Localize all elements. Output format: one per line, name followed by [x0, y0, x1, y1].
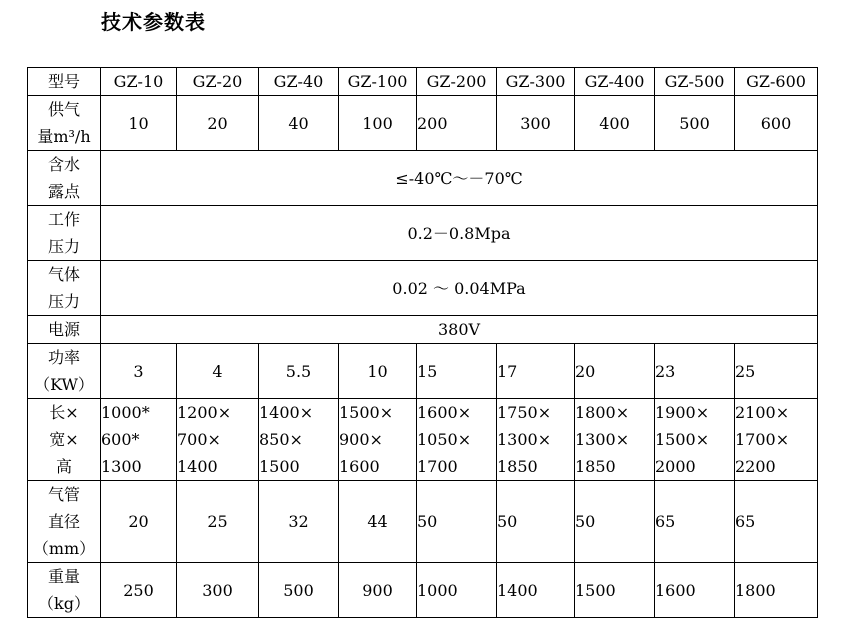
power-supply-label: 电源 [28, 316, 101, 344]
table-cell: 10 [339, 344, 417, 399]
table-cell: 1000 [417, 563, 497, 618]
table-cell: 4 [177, 344, 259, 399]
table-cell: 300 [177, 563, 259, 618]
table-cell: 20 [101, 481, 177, 563]
dew-point-label: 含水 露点 [28, 151, 101, 206]
dimensions-label: 长× 宽× 高 [28, 399, 101, 481]
table-cell: 300 [497, 96, 575, 151]
table-cell: 17 [497, 344, 575, 399]
dimensions-cell: 1750× 1300× 1850 [497, 399, 575, 481]
model-label: 型号 [28, 68, 101, 96]
dimensions-cell: 1500× 900× 1600 [339, 399, 417, 481]
dimensions-cell: 1000* 600* 1300 [101, 399, 177, 481]
dew-point-value: ≤-40℃～－70℃ [101, 151, 818, 206]
table-cell: 25 [735, 344, 818, 399]
weight-row [28, 563, 818, 618]
table-cell: 250 [101, 563, 177, 618]
table-cell: 1400 [497, 563, 575, 618]
pipe-diameter-row [28, 481, 818, 563]
dimensions-cell: 1400× 850× 1500 [259, 399, 339, 481]
table-cell: 5.5 [259, 344, 339, 399]
table-cell: 65 [735, 481, 818, 563]
model-header-cell: GZ-300 [497, 68, 575, 96]
table-cell: 32 [259, 481, 339, 563]
model-header-cell: GZ-500 [655, 68, 735, 96]
table-cell: 23 [655, 344, 735, 399]
table-cell: 900 [339, 563, 417, 618]
power-supply-row [28, 316, 818, 344]
pipe-diameter-label: 气管 直径 （mm） [28, 481, 101, 563]
model-header-cell: GZ-200 [417, 68, 497, 96]
model-header-cell: GZ-100 [339, 68, 417, 96]
table-cell: 50 [497, 481, 575, 563]
table-cell: 10 [101, 96, 177, 151]
header-row [28, 68, 818, 96]
model-header-cell: GZ-10 [101, 68, 177, 96]
table-cell: 100 [339, 96, 417, 151]
table-cell: 1500 [575, 563, 655, 618]
dimensions-row [28, 399, 818, 481]
model-header-cell: GZ-20 [177, 68, 259, 96]
table-cell: 50 [575, 481, 655, 563]
table-cell: 44 [339, 481, 417, 563]
dimensions-cell: 1800× 1300× 1850 [575, 399, 655, 481]
table-cell: 1600 [655, 563, 735, 618]
dimensions-cell: 1200× 700× 1400 [177, 399, 259, 481]
gas-supply-row [28, 96, 818, 151]
table-cell: 25 [177, 481, 259, 563]
table-cell: 65 [655, 481, 735, 563]
model-header-cell: GZ-40 [259, 68, 339, 96]
weight-label: 重量 （kg） [28, 563, 101, 618]
power-row [28, 344, 818, 399]
table-cell: 600 [735, 96, 818, 151]
spec-table [27, 67, 818, 618]
dimensions-cell: 1900× 1500× 2000 [655, 399, 735, 481]
table-cell: 400 [575, 96, 655, 151]
table-cell: 500 [655, 96, 735, 151]
table-cell: 40 [259, 96, 339, 151]
table-cell: 200 [417, 96, 497, 151]
working-pressure-label: 工作 压力 [28, 206, 101, 261]
table-cell: 15 [417, 344, 497, 399]
page-title: 技术参数表 [101, 10, 206, 34]
working-pressure-value: 0.2－0.8Mpa [101, 206, 818, 261]
table-cell: 500 [259, 563, 339, 618]
model-header-cell: GZ-600 [735, 68, 818, 96]
table-cell: 50 [417, 481, 497, 563]
dimensions-cell: 1600× 1050× 1700 [417, 399, 497, 481]
power-label: 功率 （KW） [28, 344, 101, 399]
working-pressure-row [28, 206, 818, 261]
table-cell: 20 [177, 96, 259, 151]
dew-point-row [28, 151, 818, 206]
table-cell: 3 [101, 344, 177, 399]
gas-supply-label: 供气 量m³/h [28, 96, 101, 151]
gas-pressure-label: 气体 压力 [28, 261, 101, 316]
dimensions-cell: 2100× 1700× 2200 [735, 399, 818, 481]
model-header-cell: GZ-400 [575, 68, 655, 96]
gas-pressure-value: 0.02 ～ 0.04MPa [101, 261, 818, 316]
gas-pressure-row [28, 261, 818, 316]
table-cell: 20 [575, 344, 655, 399]
power-supply-value: 380V [101, 316, 818, 344]
table-cell: 1800 [735, 563, 818, 618]
